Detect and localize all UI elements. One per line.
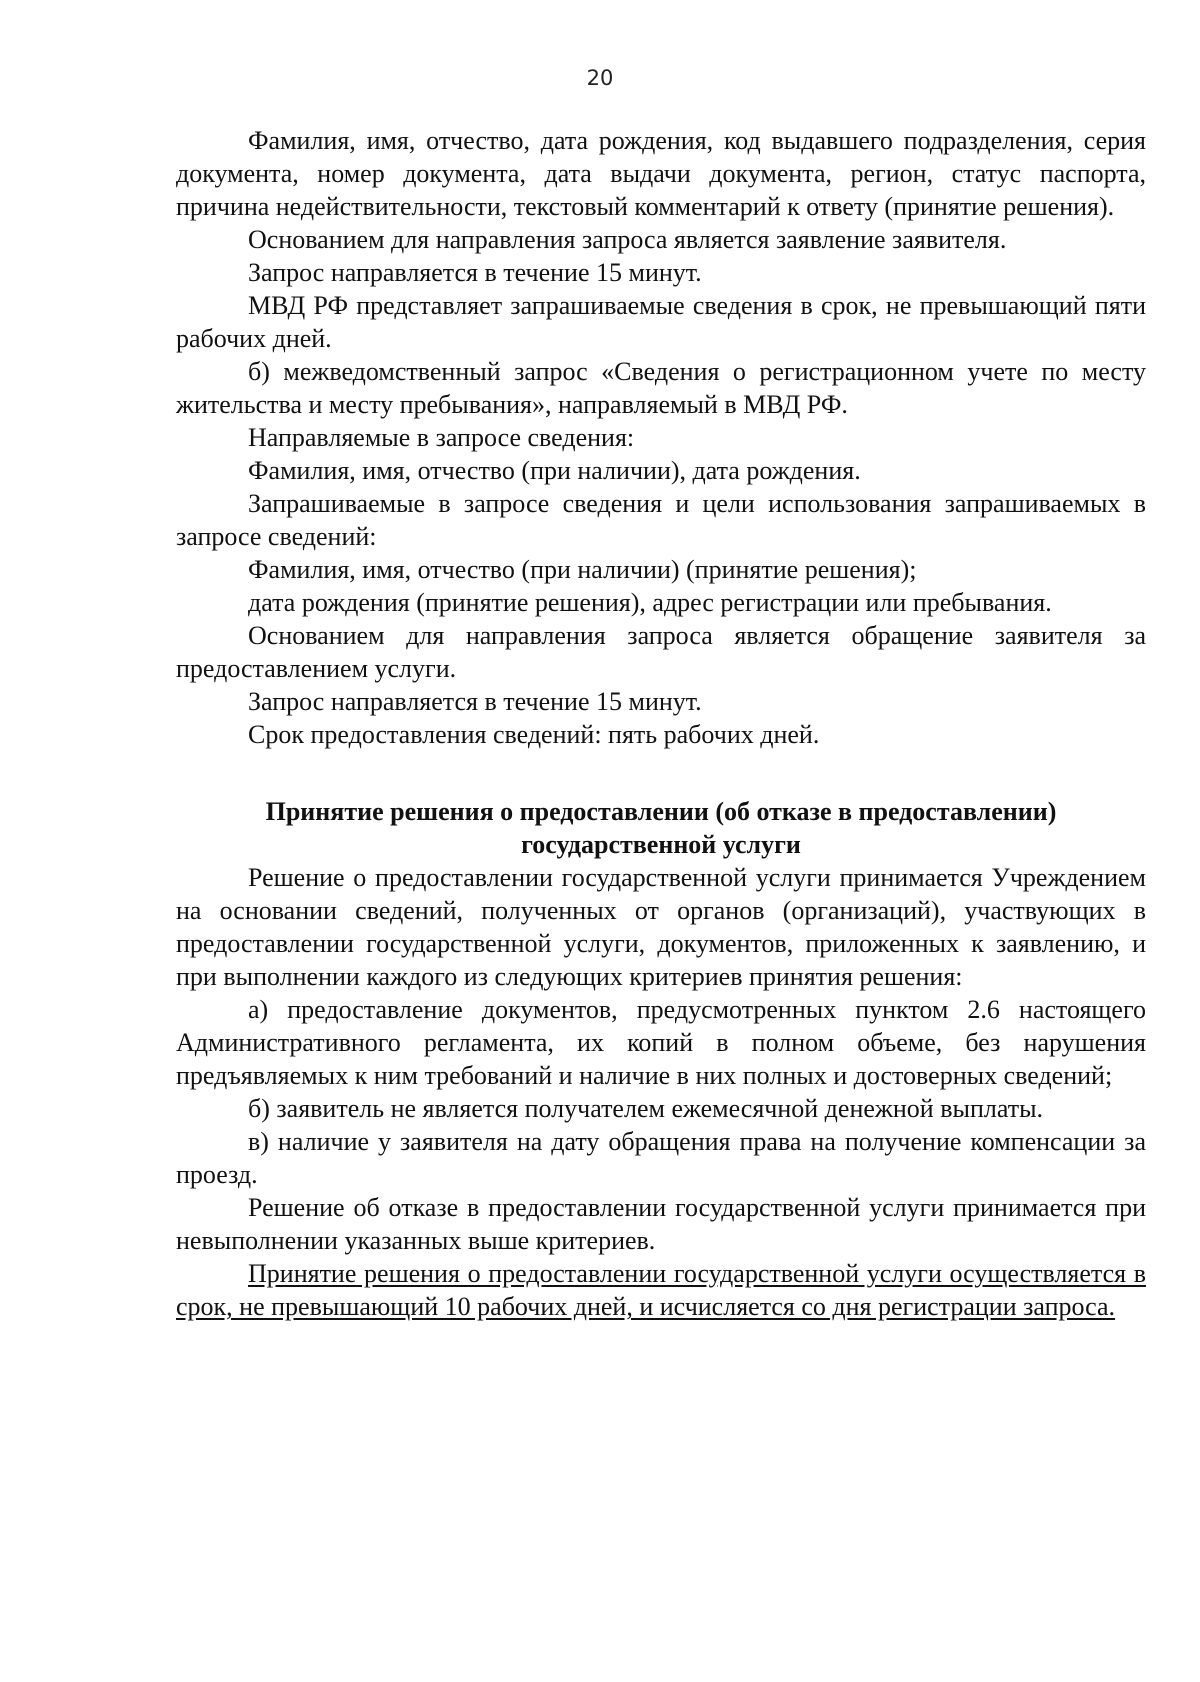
paragraph-sent-data: Фамилия, имя, отчество (при наличии), дата рождения. <box>248 456 861 485</box>
paragraph-refusal-decision: Решение об отказе в предоставлении государственной услуги принимается при невыполнении указанных выше критериев. <box>176 1193 1146 1255</box>
paragraph-request-basis: Основанием для направления запроса является заявление заявителя. <box>248 225 1007 254</box>
paragraph-interagency-request-b: б) межведомственный запрос «Сведения о регистрационном учете по месту жительства и месту пребывания», направляемый в МВД РФ. <box>176 357 1146 419</box>
paragraph-requested-data-label: Запрашиваемые в запросе сведения и цели использования запрашиваемых в запросе сведений: <box>176 489 1146 551</box>
paragraph-query-fields: Фамилия, имя, отчество, дата рождения, код выдавшего подразделения, серия документа, номер документа, дата выдачи документа, регион, статус паспорта, причина недействительности, текстовый комментарий к ответу (принятие решения). <box>176 126 1146 221</box>
document-body <box>176 124 1146 1323</box>
paragraph-decision-criteria: Решение о предоставлении государственной услуги принимается Учреждением на основании сведений, полученных от органов (организаций), участвующих в предоставлении государственной услуги, документов, приложенных к заявлению, и при выполнении каждого из следующих критериев принятия решения: <box>176 863 1146 991</box>
paragraph-mvd-deadline: МВД РФ представляет запрашиваемые сведения в срок, не превышающий пяти рабочих дней. <box>176 291 1146 353</box>
paragraph-decision-deadline: Принятие решения о предоставлении государственной услуги осуществляется в срок, не превышающий 10 рабочих дней, и исчисляется со дня регистрации запроса. <box>176 1259 1146 1321</box>
paragraph-requested-data-name: Фамилия, имя, отчество (при наличии) (принятие решения); <box>248 555 917 584</box>
paragraph-response-deadline: Срок предоставления сведений: пять рабочих дней. <box>248 720 820 749</box>
paragraph-request-basis-2: Основанием для направления запроса является обращение заявителя за предоставлением услуги. <box>176 621 1146 683</box>
page-number: 20 <box>586 66 614 90</box>
paragraph-requested-data-address: дата рождения (принятие решения), адрес регистрации или пребывания. <box>248 588 1052 617</box>
section-heading-line-2: государственной услуги <box>521 830 801 859</box>
paragraph-request-timing-2: Запрос направляется в течение 15 минут. <box>248 687 702 716</box>
section-heading-line-1: Принятие решения о предоставлении (об отказе в предоставлении) <box>265 797 1057 826</box>
section-heading <box>176 795 1146 861</box>
paragraph-criterion-b: б) заявитель не является получателем ежемесячной денежной выплаты. <box>248 1094 1044 1123</box>
paragraph-sent-data-label: Направляемые в запросе сведения: <box>248 423 635 452</box>
paragraph-criterion-c: в) наличие у заявителя на дату обращения права на получение компенсации за проезд. <box>176 1127 1146 1189</box>
paragraph-request-timing: Запрос направляется в течение 15 минут. <box>248 258 702 287</box>
paragraph-criterion-a: а) предоставление документов, предусмотренных пунктом 2.6 настоящего Административного регламента, их копий в полном объеме, без нарушения предъявляемых к ним требований и наличие в них полных и достоверных сведений; <box>176 995 1146 1090</box>
